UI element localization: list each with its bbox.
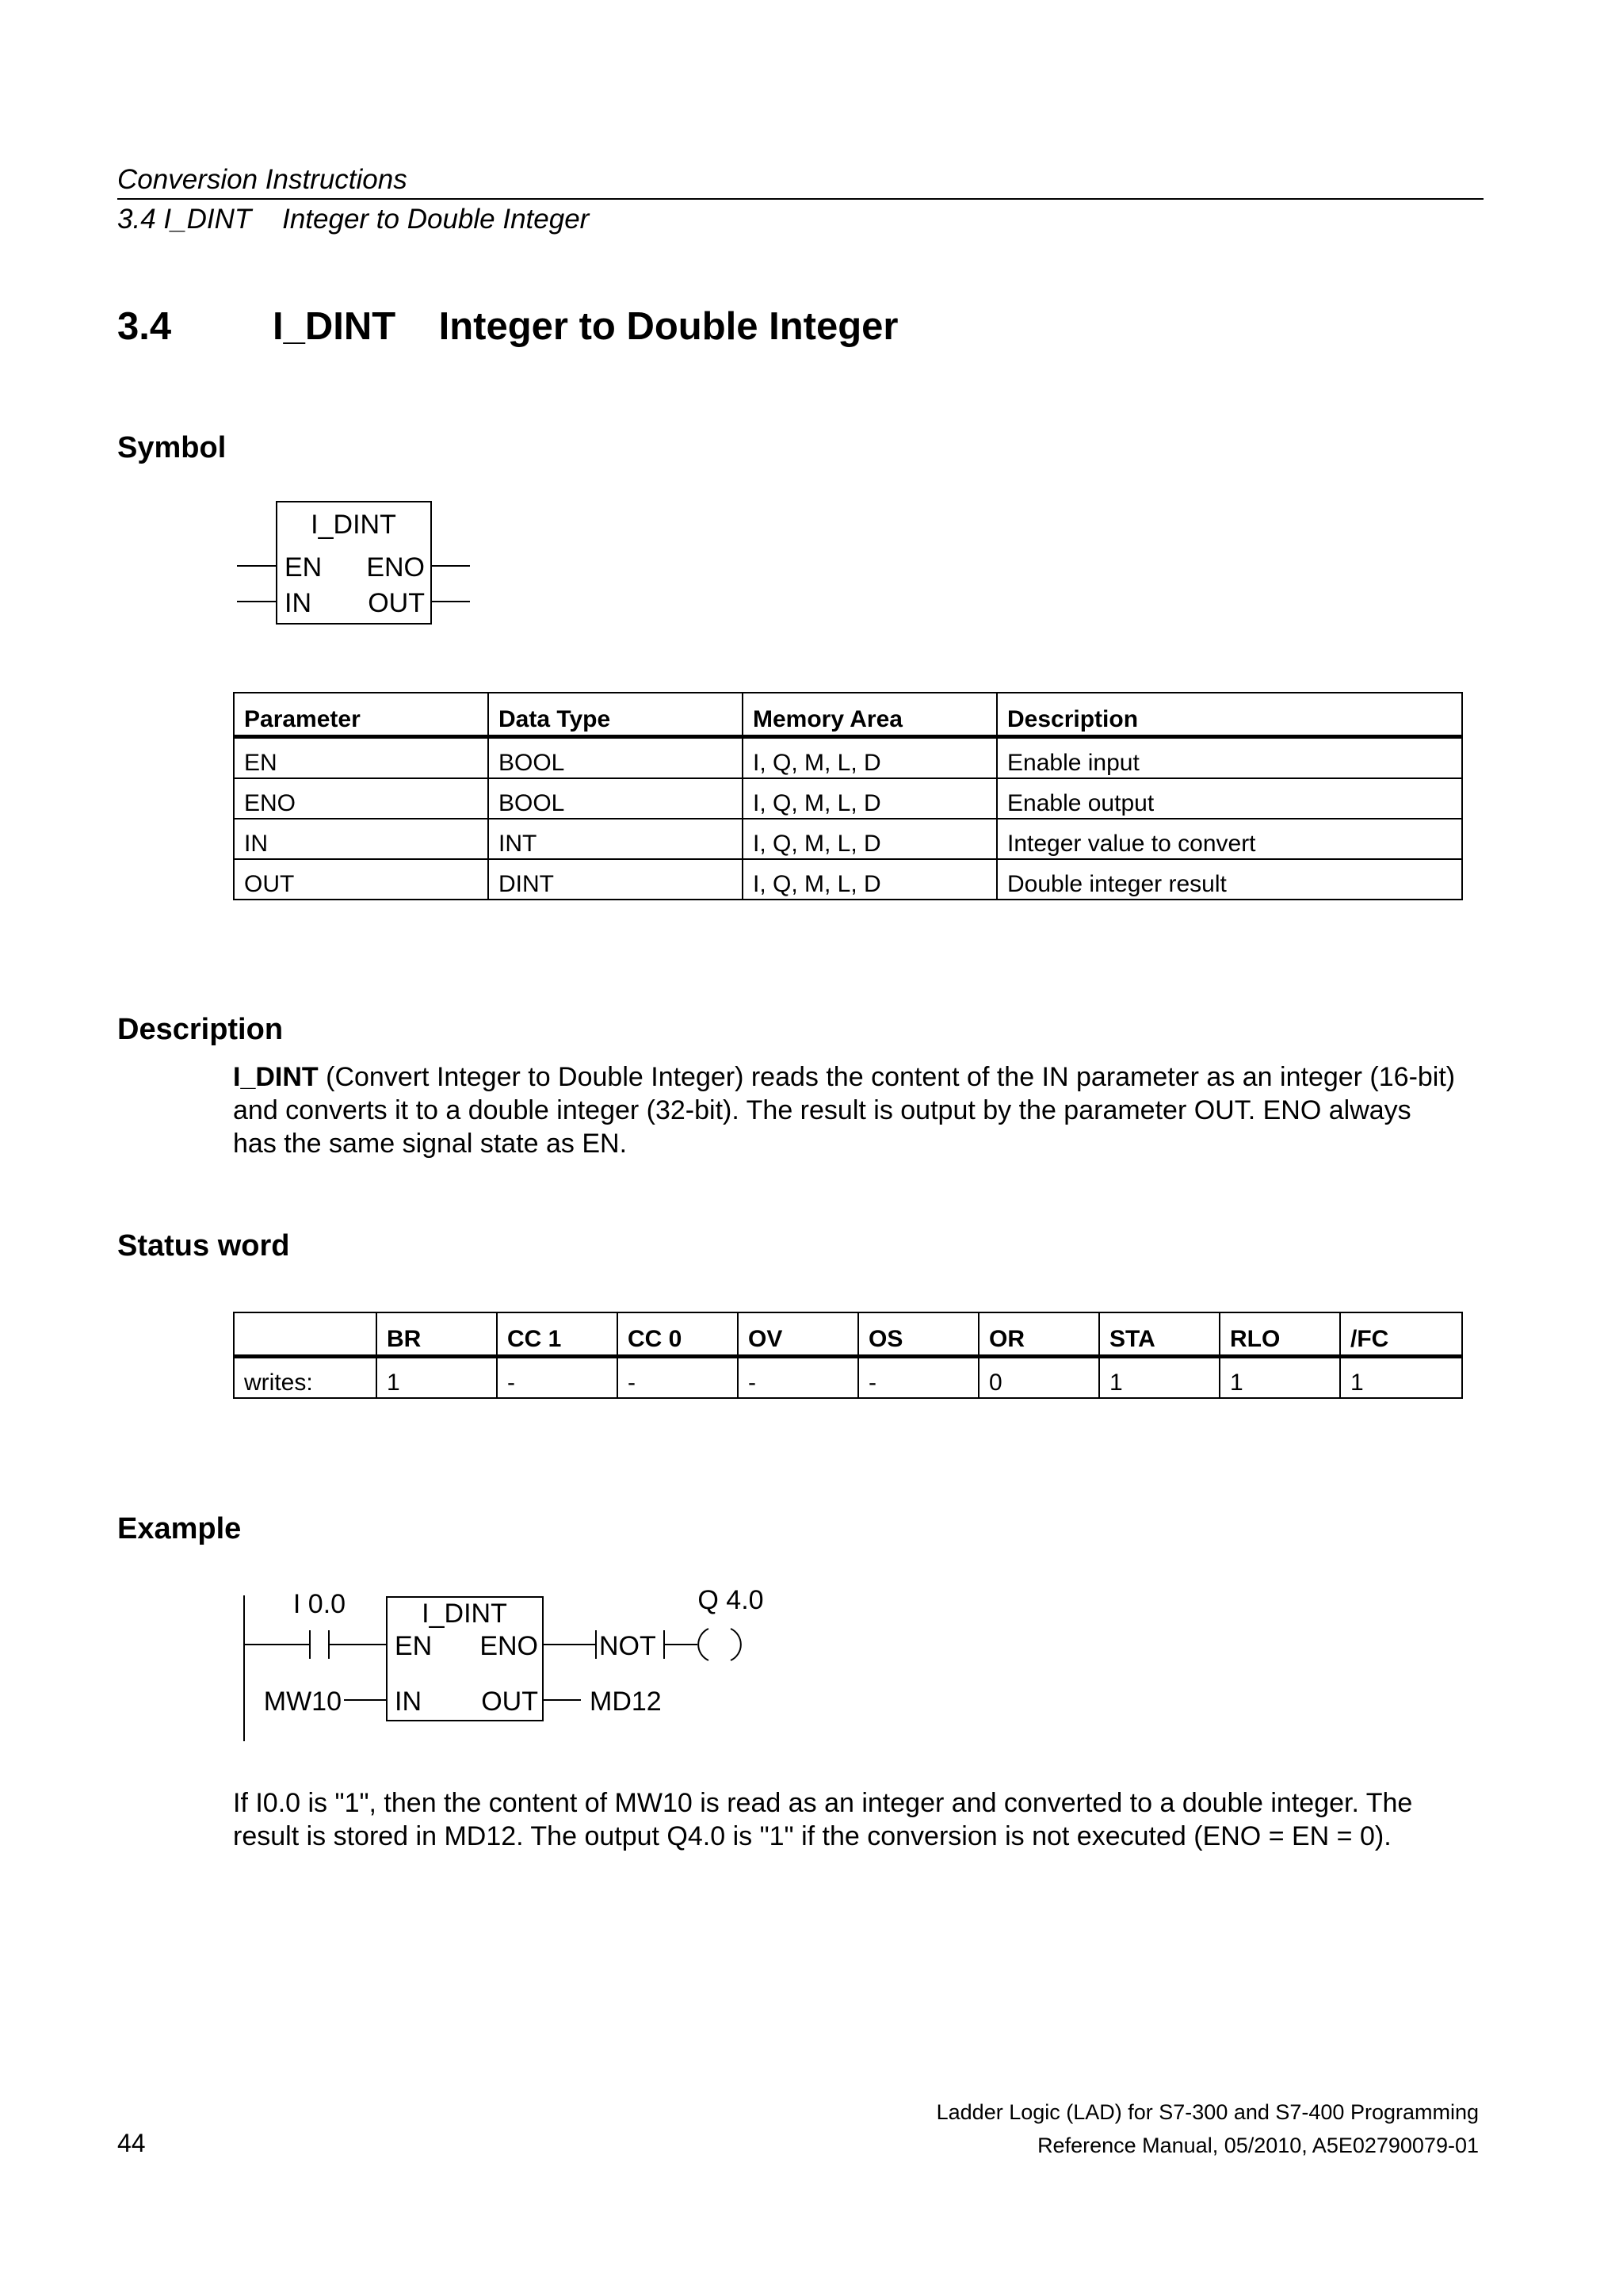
parameter-table-header (234, 693, 1462, 737)
table-cell: 0 (979, 1357, 1099, 1399)
parameter-table (233, 692, 1463, 900)
ladder-example-diagram (230, 1577, 800, 1752)
running-header-section: 3.4 I_DINT Integer to Double Integer (117, 204, 590, 235)
input-operand: MW10 (263, 1687, 342, 1717)
table-cell: EN (234, 737, 488, 779)
table-cell: 1 (1099, 1357, 1220, 1399)
table-cell: I, Q, M, L, D (743, 819, 997, 859)
description-heading: Description (117, 1013, 284, 1046)
header-cell: /FC (1340, 1312, 1462, 1357)
header-cell: OV (738, 1312, 858, 1357)
table-cell: Double integer result (997, 859, 1462, 900)
page-number: 44 (117, 2129, 146, 2157)
section-number: 3.4 (117, 305, 172, 348)
table-cell: BOOL (488, 778, 743, 819)
header-cell: Memory Area (743, 693, 997, 737)
table-cell: ENO (234, 778, 488, 819)
table-row (234, 1357, 1462, 1399)
table-row (234, 737, 1462, 779)
table-cell: - (497, 1357, 617, 1399)
table-cell: writes: (234, 1357, 376, 1399)
example-eno: ENO (479, 1631, 538, 1661)
description-line-3: has the same signal state as EN. (233, 1129, 628, 1159)
example-heading: Example (117, 1512, 242, 1545)
symbol-out: OUT (368, 588, 425, 618)
header-cell: BR (376, 1312, 497, 1357)
header-cell: CC 1 (497, 1312, 617, 1357)
header-cell: STA (1099, 1312, 1220, 1357)
header-cell: CC 0 (617, 1312, 738, 1357)
coil-operand: Q 4.0 (697, 1585, 764, 1615)
example-out: OUT (481, 1687, 538, 1717)
symbol-box-label: I_DINT (311, 510, 396, 540)
status-word-heading: Status word (117, 1229, 290, 1263)
table-cell: I, Q, M, L, D (743, 737, 997, 779)
coil-right-arc (731, 1629, 741, 1660)
table-cell: - (738, 1357, 858, 1399)
symbol-heading: Symbol (117, 431, 227, 464)
example-line-2: result is stored in MD12. The output Q4.0 is "1" if the conversion is not executed (ENO = EN = 0). (233, 1821, 1392, 1851)
table-cell: - (617, 1357, 738, 1399)
footer-manual-title: Ladder Logic (LAD) for S7-300 and S7-400 Programming (936, 2100, 1479, 2124)
section-title: I_DINT Integer to Double Integer (273, 305, 899, 348)
table-cell: BOOL (488, 737, 743, 779)
running-header-chapter: Conversion Instructions (117, 164, 407, 195)
table-cell: OUT (234, 859, 488, 900)
table-cell: I, Q, M, L, D (743, 859, 997, 900)
header-cell: Description (997, 693, 1462, 737)
footer-manual-edition: Reference Manual, 05/2010, A5E02790079-01 (1037, 2134, 1479, 2157)
header-cell: RLO (1220, 1312, 1340, 1357)
table-cell: Enable input (997, 737, 1462, 779)
table-cell: IN (234, 819, 488, 859)
table-cell: I, Q, M, L, D (743, 778, 997, 819)
table-cell: 1 (1220, 1357, 1340, 1399)
header-cell: Parameter (234, 693, 488, 737)
header-cell (234, 1312, 376, 1357)
header-rule (117, 198, 1484, 200)
output-operand: MD12 (590, 1687, 662, 1717)
description-line-2: and converts it to a double integer (32-bit). The result is output by the parameter OUT. ENO always (233, 1095, 1411, 1125)
description-text (233, 1060, 1501, 1160)
table-cell: - (858, 1357, 979, 1399)
table-cell: INT (488, 819, 743, 859)
description-line-1: (Convert Integer to Double Integer) reads the content of the IN parameter as an integer (16-bit) (318, 1062, 1456, 1092)
table-row (234, 859, 1462, 900)
description-line (233, 1060, 1501, 1094)
header-cell: OS (858, 1312, 979, 1357)
example-box-label: I_DINT (422, 1599, 507, 1629)
table-row (234, 778, 1462, 819)
table-cell: Integer value to convert (997, 819, 1462, 859)
status-word-table (233, 1312, 1463, 1399)
header-cell: Data Type (488, 693, 743, 737)
table-cell: DINT (488, 859, 743, 900)
table-cell: 1 (1340, 1357, 1462, 1399)
table-cell: 1 (376, 1357, 497, 1399)
example-in: IN (395, 1687, 422, 1717)
table-cell: Enable output (997, 778, 1462, 819)
symbol-en: EN (285, 552, 323, 583)
not-label: NOT (599, 1631, 656, 1661)
symbol-in: IN (285, 588, 311, 618)
contact-operand: I 0.0 (292, 1589, 346, 1619)
example-text (233, 1786, 1501, 1853)
example-line-1: If I0.0 is "1", then the content of MW10 is read as an integer and converted to a double integer. The (233, 1788, 1413, 1818)
description-lead: I_DINT (233, 1062, 319, 1092)
coil-left-arc (698, 1629, 708, 1660)
symbol-diagram (230, 495, 483, 630)
header-cell: OR (979, 1312, 1099, 1357)
symbol-eno: ENO (366, 552, 425, 583)
status-word-header (234, 1312, 1462, 1357)
example-en: EN (395, 1631, 433, 1661)
table-row (234, 819, 1462, 859)
